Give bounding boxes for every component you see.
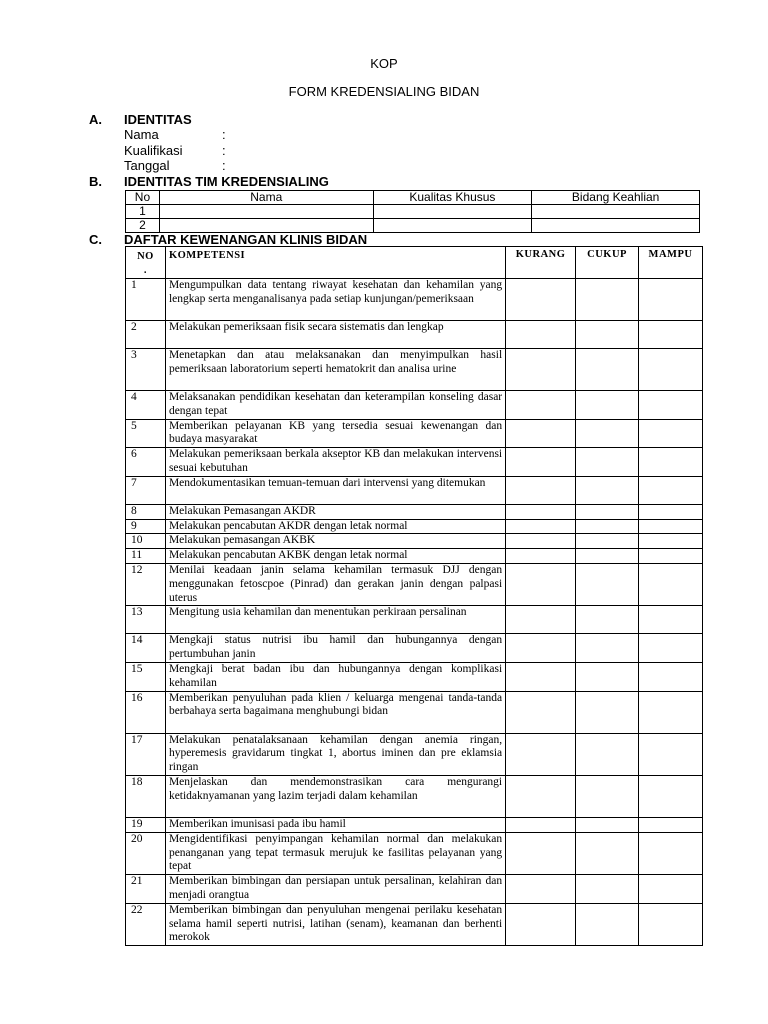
row-number: 2	[126, 219, 160, 233]
mampu-rating-cell[interactable]	[639, 349, 703, 391]
section-a-title: IDENTITAS	[124, 112, 192, 127]
competency-number: 11	[126, 549, 166, 564]
mampu-rating-cell[interactable]	[639, 903, 703, 945]
cukup-rating-cell[interactable]	[576, 733, 639, 775]
table-row	[126, 817, 703, 832]
mampu-rating-cell[interactable]	[639, 775, 703, 817]
kewenangan-klinis-table	[125, 246, 703, 946]
competency-description: Melakukan pemasangan AKBK	[165, 534, 505, 549]
mampu-rating-cell[interactable]	[639, 321, 703, 349]
competency-number: 2	[126, 321, 166, 349]
mampu-rating-cell[interactable]	[639, 832, 703, 874]
kurang-rating-cell[interactable]	[506, 534, 576, 549]
cukup-rating-cell[interactable]	[576, 349, 639, 391]
section-c-letter: C.	[89, 232, 102, 247]
competency-description: Mengumpulkan data tentang riwayat kesehatan dan kehamilan yang lengkap serta menganalisanya pada setiap kunjungan/pemeriksaan	[165, 279, 505, 321]
column-header-cukup: CUKUP	[576, 247, 639, 279]
table-row	[126, 662, 703, 691]
column-header-kurang: KURANG	[506, 247, 576, 279]
table-row	[126, 775, 703, 817]
competency-description: Menjelaskan dan mendemonstrasikan cara mengurangi ketidaknyamanan yang lazim terjadi dalam kehamilan	[165, 775, 505, 817]
competency-description: Mengkaji status nutrisi ibu hamil dan hubungannya dengan pertumbuhan janin	[165, 634, 505, 663]
kop-header: KOP	[370, 56, 398, 71]
cukup-rating-cell[interactable]	[576, 817, 639, 832]
table-row	[126, 219, 700, 233]
column-header-no: No	[126, 191, 160, 205]
mampu-rating-cell[interactable]	[639, 504, 703, 519]
mampu-rating-cell[interactable]	[639, 448, 703, 477]
competency-number: 20	[126, 832, 166, 874]
kurang-rating-cell[interactable]	[506, 606, 576, 634]
mampu-rating-cell[interactable]	[639, 634, 703, 663]
column-header-bidang-keahlian: Bidang Keahlian	[532, 191, 700, 205]
table-row	[126, 634, 703, 663]
cukup-rating-cell[interactable]	[576, 534, 639, 549]
mampu-rating-cell[interactable]	[639, 733, 703, 775]
mampu-rating-cell[interactable]	[639, 606, 703, 634]
competency-number: 17	[126, 733, 166, 775]
kurang-rating-cell[interactable]	[506, 775, 576, 817]
cukup-rating-cell[interactable]	[576, 606, 639, 634]
table-row	[126, 733, 703, 775]
column-header-no: NO .	[126, 247, 166, 279]
kurang-rating-cell[interactable]	[506, 519, 576, 534]
competency-description: Melakukan Pemasangan AKDR	[165, 504, 505, 519]
competency-description: Menilai keadaan janin selama kehamilan termasuk DJJ dengan menggunakan fetoscpoe (Pinrad) dan gerakan janin dengan palpasi uterus	[165, 563, 505, 605]
kurang-rating-cell[interactable]	[506, 349, 576, 391]
table-row	[126, 606, 703, 634]
cukup-rating-cell[interactable]	[576, 321, 639, 349]
kurang-rating-cell[interactable]	[506, 419, 576, 448]
mampu-rating-cell[interactable]	[639, 662, 703, 691]
table-row	[126, 349, 703, 391]
competency-number: 7	[126, 476, 166, 504]
cukup-rating-cell[interactable]	[576, 832, 639, 874]
competency-description: Melakukan pemeriksaan berkala akseptor KB dan melakukan intervensi sesuai kebutuhan	[165, 448, 505, 477]
mampu-rating-cell[interactable]	[639, 563, 703, 605]
kualitas-khusus-cell[interactable]	[373, 219, 532, 233]
cukup-rating-cell[interactable]	[576, 279, 639, 321]
mampu-rating-cell[interactable]	[639, 534, 703, 549]
competency-number: 4	[126, 391, 166, 420]
section-b-title: IDENTITAS TIM KREDENSIALING	[124, 174, 329, 189]
competency-description: Memberikan imunisasi pada ibu hamil	[165, 817, 505, 832]
competency-number: 3	[126, 349, 166, 391]
bidang-keahlian-cell[interactable]	[532, 219, 700, 233]
competency-number: 18	[126, 775, 166, 817]
mampu-rating-cell[interactable]	[639, 875, 703, 904]
mampu-rating-cell[interactable]	[639, 391, 703, 420]
cukup-rating-cell[interactable]	[576, 391, 639, 420]
table-header-row	[126, 191, 700, 205]
mampu-rating-cell[interactable]	[639, 419, 703, 448]
kurang-rating-cell[interactable]	[506, 504, 576, 519]
kurang-rating-cell[interactable]	[506, 279, 576, 321]
section-c-title: DAFTAR KEWENANGAN KLINIS BIDAN	[124, 232, 368, 247]
table-row	[126, 875, 703, 904]
cukup-rating-cell[interactable]	[576, 903, 639, 945]
competency-description: Mengidentifikasi penyimpangan kehamilan normal dan melakukan penanganan yang tepat termasuk merujuk ke fasilitas pelayanan yang tepat	[165, 832, 505, 874]
competency-description: Memberikan pelayanan KB yang tersedia sesuai kewenangan dan budaya masyarakat	[165, 419, 505, 448]
table-row	[126, 691, 703, 733]
competency-number: 16	[126, 691, 166, 733]
tim-kredensialing-table	[125, 190, 700, 233]
kurang-rating-cell[interactable]	[506, 662, 576, 691]
competency-number: 15	[126, 662, 166, 691]
cukup-rating-cell[interactable]	[576, 549, 639, 564]
competency-number: 1	[126, 279, 166, 321]
kurang-rating-cell[interactable]	[506, 733, 576, 775]
field-colon-nama: :	[222, 127, 226, 142]
mampu-rating-cell[interactable]	[639, 519, 703, 534]
nama-cell[interactable]	[159, 219, 373, 233]
table-row	[126, 519, 703, 534]
mampu-rating-cell[interactable]	[639, 691, 703, 733]
mampu-rating-cell[interactable]	[639, 279, 703, 321]
table-row	[126, 321, 703, 349]
section-a-letter: A.	[89, 112, 102, 127]
competency-number: 9	[126, 519, 166, 534]
field-label-nama: Nama	[124, 127, 159, 142]
mampu-rating-cell[interactable]	[639, 476, 703, 504]
competency-number: 8	[126, 504, 166, 519]
cukup-rating-cell[interactable]	[576, 775, 639, 817]
mampu-rating-cell[interactable]	[639, 817, 703, 832]
competency-number: 6	[126, 448, 166, 477]
table-header-row	[126, 247, 703, 279]
competency-number: 10	[126, 534, 166, 549]
competency-description: Mendokumentasikan temuan-temuan dari intervensi yang ditemukan	[165, 476, 505, 504]
column-header-kompetensi: KOMPETENSI	[165, 247, 505, 279]
table-row	[126, 903, 703, 945]
competency-description: Melaksanakan pendidikan kesehatan dan keterampilan konseling dasar dengan tepat	[165, 391, 505, 420]
competency-number: 14	[126, 634, 166, 663]
table-row	[126, 534, 703, 549]
cukup-rating-cell[interactable]	[576, 419, 639, 448]
competency-description: Melakukan pemeriksaan fisik secara sistematis dan lengkap	[165, 321, 505, 349]
table-row	[126, 832, 703, 874]
field-colon-tanggal: :	[222, 158, 226, 173]
table-row	[126, 549, 703, 564]
cukup-rating-cell[interactable]	[576, 448, 639, 477]
competency-description: Menetapkan dan atau melaksanakan dan menyimpulkan hasil pemeriksaan laboratorium seperti hematokrit dan analisa urine	[165, 349, 505, 391]
competency-description: Memberikan penyuluhan pada klien / keluarga mengenai tanda-tanda berbahaya serta bagaimana menghubungi bidan	[165, 691, 505, 733]
table-row	[126, 476, 703, 504]
kurang-rating-cell[interactable]	[506, 563, 576, 605]
nama-cell[interactable]	[159, 205, 373, 219]
cukup-rating-cell[interactable]	[576, 476, 639, 504]
kurang-rating-cell[interactable]	[506, 691, 576, 733]
column-header-mampu: MAMPU	[639, 247, 703, 279]
cukup-rating-cell[interactable]	[576, 875, 639, 904]
competency-description: Mengitung usia kehamilan dan menentukan perkiraan persalinan	[165, 606, 505, 634]
competency-description: Melakukan pencabutan AKDR dengan letak normal	[165, 519, 505, 534]
table-row	[126, 419, 703, 448]
competency-number: 21	[126, 875, 166, 904]
table-row	[126, 205, 700, 219]
column-header-kualitas-khusus: Kualitas Khusus	[373, 191, 532, 205]
field-label-tanggal: Tanggal	[124, 158, 170, 173]
mampu-rating-cell[interactable]	[639, 549, 703, 564]
kurang-rating-cell[interactable]	[506, 875, 576, 904]
competency-number: 19	[126, 817, 166, 832]
competency-description: Mengkaji berat badan ibu dan hubungannya dengan komplikasi kehamilan	[165, 662, 505, 691]
kurang-rating-cell[interactable]	[506, 634, 576, 663]
cukup-rating-cell[interactable]	[576, 519, 639, 534]
cukup-rating-cell[interactable]	[576, 504, 639, 519]
cukup-rating-cell[interactable]	[576, 691, 639, 733]
competency-number: 13	[126, 606, 166, 634]
table-row	[126, 563, 703, 605]
competency-description: Memberikan bimbingan dan persiapan untuk persalinan, kelahiran dan menjadi orangtua	[165, 875, 505, 904]
competency-description: Melakukan penatalaksanaan kehamilan dengan anemia ringan, hyperemesis gravidarum tingkat 1, abortus iminen dan pre eklamsia ringan	[165, 733, 505, 775]
competency-description: Melakukan pencabutan AKBK dengan letak normal	[165, 549, 505, 564]
table-row	[126, 279, 703, 321]
table-row	[126, 391, 703, 420]
cukup-rating-cell[interactable]	[576, 662, 639, 691]
kurang-rating-cell[interactable]	[506, 817, 576, 832]
competency-number: 22	[126, 903, 166, 945]
kurang-rating-cell[interactable]	[506, 903, 576, 945]
column-header-nama: Nama	[159, 191, 373, 205]
field-colon-kualifikasi: :	[222, 143, 226, 158]
section-b-letter: B.	[89, 174, 102, 189]
competency-number: 12	[126, 563, 166, 605]
row-number: 1	[126, 205, 160, 219]
table-row	[126, 448, 703, 477]
kualitas-khusus-cell[interactable]	[373, 205, 532, 219]
cukup-rating-cell[interactable]	[576, 634, 639, 663]
form-title: FORM KREDENSIALING BIDAN	[288, 84, 480, 99]
kurang-rating-cell[interactable]	[506, 476, 576, 504]
kurang-rating-cell[interactable]	[506, 321, 576, 349]
competency-number: 5	[126, 419, 166, 448]
cukup-rating-cell[interactable]	[576, 563, 639, 605]
field-label-kualifikasi: Kualifikasi	[124, 143, 183, 158]
kurang-rating-cell[interactable]	[506, 832, 576, 874]
kurang-rating-cell[interactable]	[506, 448, 576, 477]
kurang-rating-cell[interactable]	[506, 391, 576, 420]
competency-description: Memberikan bimbingan dan penyuluhan mengenai perilaku kesehatan selama hamil seperti nutrisi, latihan (senam), keamanan dan berhenti merokok	[165, 903, 505, 945]
bidang-keahlian-cell[interactable]	[532, 205, 700, 219]
kurang-rating-cell[interactable]	[506, 549, 576, 564]
table-row	[126, 504, 703, 519]
